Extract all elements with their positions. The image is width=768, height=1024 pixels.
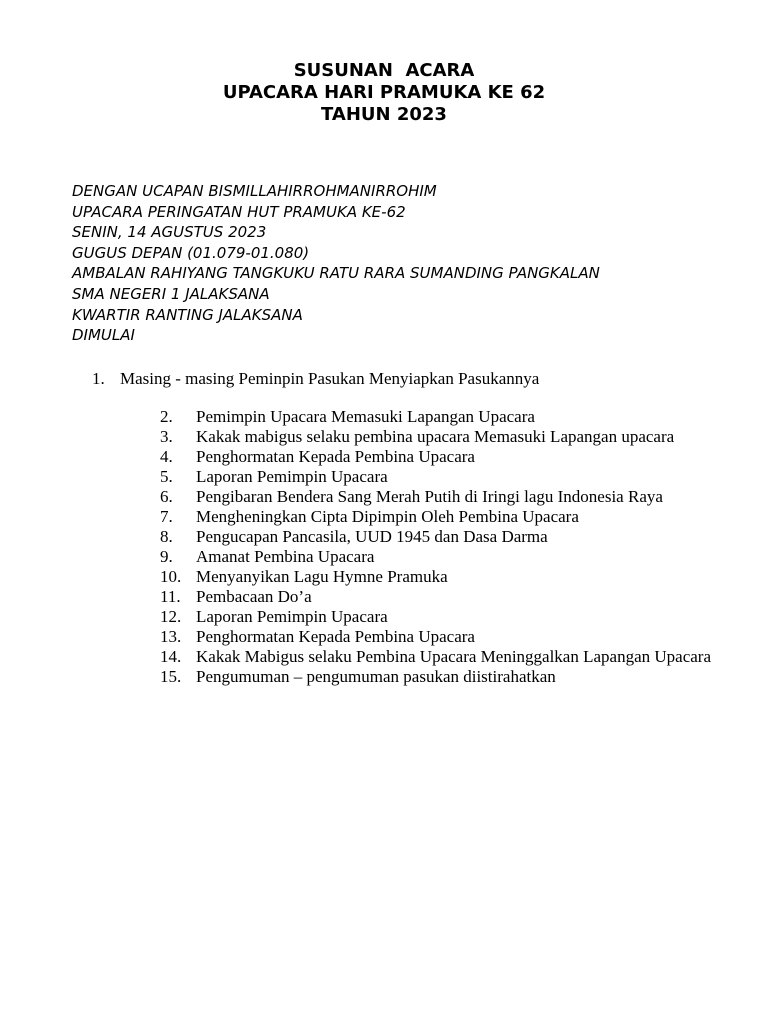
list-item <box>160 507 720 527</box>
intro-line: DIMULAI <box>72 326 135 345</box>
list-item-text: Pengibaran Bendera Sang Merah Putih di Iringi lagu Indonesia Raya <box>196 487 663 506</box>
document-title <box>0 60 768 126</box>
intro-block <box>72 181 732 346</box>
list-item-number: 8. <box>160 527 173 546</box>
list-item-number: 5. <box>160 467 173 486</box>
list-item-number: 15. <box>160 667 182 686</box>
list-item <box>160 547 720 567</box>
title-line-2: UPACARA HARI PRAMUKA KE 62 <box>222 82 546 103</box>
list-item <box>160 407 720 427</box>
list-item-text: Pengucapan Pancasila, UUD 1945 dan Dasa Darma <box>196 527 548 546</box>
list-item-text: Kakak mabigus selaku pembina upacara Memasuki Lapangan upacara <box>196 427 675 446</box>
list-item-number: 12. <box>160 607 182 626</box>
list-item-number: 1. <box>92 369 105 388</box>
list-item-text: Menyanyikan Lagu Hymne Pramuka <box>196 567 448 586</box>
intro-line: KWARTIR RANTING JALAKSANA <box>72 305 303 324</box>
list-item-text: Penghormatan Kepada Pembina Upacara <box>196 447 475 466</box>
list-item-number: 9. <box>160 547 173 566</box>
title-line-1: SUSUNAN ACARA <box>293 60 475 81</box>
list-item-number: 11. <box>160 587 181 606</box>
list-item-number: 7. <box>160 507 173 526</box>
list-item-1 <box>92 369 712 389</box>
list-item-number: 14. <box>160 647 182 666</box>
list-item <box>160 527 720 547</box>
list-item-text: Pemimpin Upacara Memasuki Lapangan Upacara <box>196 407 535 426</box>
list-item-text: Amanat Pembina Upacara <box>196 547 375 566</box>
list-item-text: Penghormatan Kepada Pembina Upacara <box>196 627 475 646</box>
list-item <box>160 567 720 587</box>
list-item <box>160 587 720 607</box>
intro-line: UPACARA PERINGATAN HUT PRAMUKA KE-62 <box>72 202 406 221</box>
list-item <box>160 467 720 487</box>
intro-line: AMBALAN RAHIYANG TANGKUKU RATU RARA SUMANDING PANGKALAN <box>72 264 600 283</box>
list-item-text: Masing - masing Peminpin Pasukan Menyiapkan Pasukannya <box>120 369 540 388</box>
intro-line: DENGAN UCAPAN BISMILLAHIRROHMANIRROHIM <box>72 182 437 200</box>
list-item <box>160 607 720 627</box>
list-item-number: 10. <box>160 567 182 586</box>
list-item-number: 4. <box>160 447 173 466</box>
list-item <box>160 447 720 467</box>
title-line-3: TAHUN 2023 <box>321 104 447 125</box>
agenda-list <box>160 407 720 687</box>
intro-line: SMA NEGERI 1 JALAKSANA <box>72 284 270 303</box>
list-item <box>160 647 720 667</box>
list-item-text: Pembacaan Do’a <box>196 587 312 606</box>
list-item-number: 2. <box>160 407 173 426</box>
list-item <box>160 627 720 647</box>
list-item-text: Pengumuman – pengumuman pasukan diistirahatkan <box>196 667 556 686</box>
list-item <box>160 427 720 447</box>
list-item-number: 6. <box>160 487 173 506</box>
intro-line: GUGUS DEPAN (01.079-01.080) <box>72 243 310 262</box>
list-item-number: 3. <box>160 427 173 446</box>
list-item-text: Laporan Pemimpin Upacara <box>196 467 388 486</box>
list-item-text: Mengheningkan Cipta Dipimpin Oleh Pembina Upacara <box>196 507 579 526</box>
list-item-text: Kakak Mabigus selaku Pembina Upacara Meninggalkan Lapangan Upacara <box>196 647 711 666</box>
list-item-number: 13. <box>160 627 182 646</box>
list-item-text: Laporan Pemimpin Upacara <box>196 607 388 626</box>
intro-line: SENIN, 14 AGUSTUS 2023 <box>72 223 267 242</box>
list-item <box>160 487 720 507</box>
list-item <box>160 667 720 687</box>
